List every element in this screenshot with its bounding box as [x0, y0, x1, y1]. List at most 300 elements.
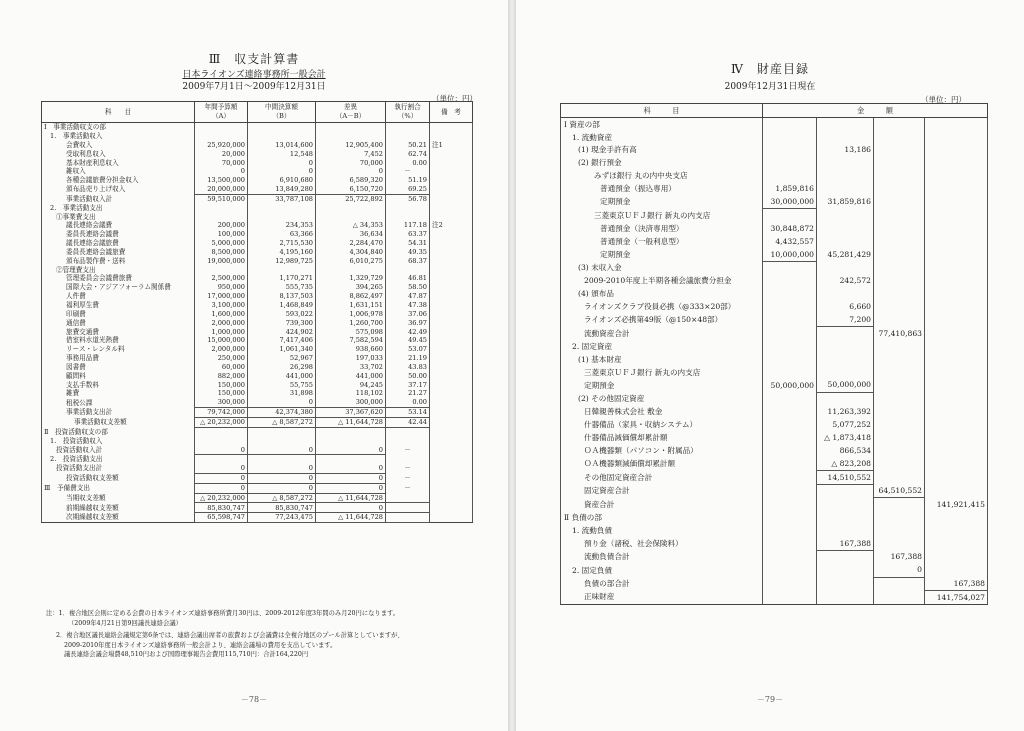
difference-value: 4,304,840: [316, 248, 386, 257]
item-amount: [817, 484, 874, 497]
table-row: [561, 484, 988, 497]
ratio-value: 54.31: [386, 239, 430, 248]
table-row: [42, 176, 473, 185]
interim-value: 42,374,380: [248, 408, 316, 418]
budget-value: [195, 212, 248, 221]
row-label: ＯＡ機器類減価償却累計額: [561, 457, 763, 470]
row-label: 2. 固定負債: [561, 564, 763, 577]
row-label: 通信費: [42, 319, 195, 328]
right-unit: （単位：円）: [921, 95, 966, 104]
table-row: [42, 363, 473, 372]
total-amount: 167,388: [925, 577, 988, 590]
subtotal-amount: [874, 591, 925, 605]
interim-value: 8,137,503: [248, 292, 316, 301]
row-label: 委員長連絡会議旅費: [42, 248, 195, 257]
table-row: [42, 123, 473, 132]
row-label: 受取利息収入: [42, 150, 195, 159]
detail-amount: [763, 288, 817, 301]
difference-value: 1,329,729: [316, 274, 386, 283]
difference-value: 197,033: [316, 354, 386, 363]
budget-value: 85,830,747: [195, 503, 248, 513]
interim-value: 13,014,600: [248, 141, 316, 150]
table-row: [561, 392, 988, 405]
row-label: 次期繰越収支差額: [42, 513, 195, 523]
interim-value: 85,830,747: [248, 503, 316, 513]
ratio-value: 43.83: [386, 363, 430, 372]
row-label: Ⅱ 負債の部: [561, 511, 763, 524]
budget-value: 2,500,000: [195, 274, 248, 283]
ratio-value: 49.45: [386, 336, 430, 345]
table-row: [42, 257, 473, 266]
difference-value: 0: [316, 473, 386, 483]
subtotal-amount: [874, 406, 925, 419]
table-row: [561, 444, 988, 457]
budget-value: 200,000: [195, 221, 248, 230]
budget-value: [195, 266, 248, 275]
subtotal-amount: [874, 235, 925, 248]
interim-value: 7,417,406: [248, 336, 316, 345]
total-amount: [925, 222, 988, 235]
ratio-value: 63.37: [386, 230, 430, 239]
interim-value: 31,898: [248, 389, 316, 398]
ratio-value: 0.00: [386, 398, 430, 407]
header-ratio: 執行割合 （%）: [386, 102, 430, 123]
budget-value: 0: [195, 445, 248, 454]
budget-value: 1,000,000: [195, 327, 248, 336]
ratio-value: 56.78: [386, 194, 430, 203]
difference-value: △ 11,644,728: [316, 493, 386, 503]
subtotal-amount: [874, 340, 925, 353]
interim-value: [248, 123, 316, 132]
interim-value: 4,195,160: [248, 248, 316, 257]
interim-value: 12,548: [248, 150, 316, 159]
header-difference: 差異 （A－B）: [316, 102, 386, 123]
interim-value: [248, 212, 316, 221]
budget-value: 20,000: [195, 150, 248, 159]
footnote-1-source: （2009年4月21日第9回議長連絡会議）: [68, 619, 182, 627]
ratio-value: －: [386, 167, 430, 176]
row-label: 事業活動支出計: [42, 408, 195, 418]
detail-amount: [763, 431, 817, 444]
subtotal-amount: [874, 577, 925, 590]
left-page: [0, 0, 508, 731]
total-amount: [925, 313, 988, 326]
ratio-value: 53.14: [386, 408, 430, 418]
remark-value: [430, 513, 473, 523]
budget-value: 5,000,000: [195, 239, 248, 248]
table-row: [561, 235, 988, 248]
difference-value: 0: [316, 464, 386, 473]
detail-amount: [763, 524, 817, 537]
footnotes: [46, 609, 486, 660]
difference-value: 0: [316, 503, 386, 513]
table-row: [42, 389, 473, 398]
detail-amount: [763, 275, 817, 288]
total-amount: [925, 182, 988, 195]
item-amount: [817, 209, 874, 222]
interim-value: △ 8,587,272: [248, 493, 316, 503]
remark-value: [430, 473, 473, 483]
interim-value: 77,243,475: [248, 513, 316, 523]
table-row: [42, 310, 473, 319]
table-row: [561, 288, 988, 301]
total-amount: [925, 288, 988, 301]
interim-value: 0: [248, 464, 316, 473]
difference-value: [316, 132, 386, 141]
budget-value: 3,100,000: [195, 301, 248, 310]
difference-value: 575,098: [316, 327, 386, 336]
item-amount: 7,200: [817, 313, 874, 326]
subtotal-amount: [874, 537, 925, 550]
budget-value: 15,000,000: [195, 336, 248, 345]
difference-value: 8,862,497: [316, 292, 386, 301]
difference-value: 12,905,400: [316, 141, 386, 150]
row-label: 会費収入: [42, 141, 195, 150]
interim-value: 593,022: [248, 310, 316, 319]
row-label: 当期収支差額: [42, 493, 195, 503]
detail-amount: 30,000,000: [763, 195, 817, 208]
detail-amount: [763, 471, 817, 485]
interim-value: 6,910,680: [248, 176, 316, 185]
subtotal-amount: [874, 261, 925, 274]
row-label: ①事業費支出: [42, 212, 195, 221]
row-label: 什器備品減価償却累計額: [561, 431, 763, 444]
table-row: [42, 266, 473, 275]
table-row: [561, 209, 988, 222]
table-row: [561, 564, 988, 577]
row-label: ライオンズクラブ役員必携（@333×20部）: [561, 300, 763, 313]
remark-value: [430, 283, 473, 292]
subtotal-amount: [874, 144, 925, 157]
row-label: (1) 基本財産: [561, 353, 763, 366]
row-label: 普通預金（一般利息型）: [561, 235, 763, 248]
budget-value: 70,000: [195, 158, 248, 167]
row-label: 預り金（諸税、社会保険料）: [561, 537, 763, 550]
row-label: 雑費: [42, 389, 195, 398]
ratio-value: 0.00: [386, 158, 430, 167]
row-label: 定期預金: [561, 248, 763, 261]
total-amount: [925, 170, 988, 183]
item-amount: [817, 577, 874, 590]
detail-amount: [763, 550, 817, 563]
budget-value: 882,000: [195, 372, 248, 381]
ratio-value: 37.17: [386, 380, 430, 389]
total-amount: [925, 550, 988, 563]
budget-value: 150,000: [195, 389, 248, 398]
row-label: Ⅲ 予備費支出: [42, 483, 195, 493]
row-label: 流動負債合計: [561, 550, 763, 563]
ratio-value: 46.81: [386, 274, 430, 283]
subtotal-amount: [874, 511, 925, 524]
total-amount: [925, 524, 988, 537]
difference-value: 1,260,700: [316, 319, 386, 328]
ratio-value: －: [386, 483, 430, 493]
item-amount: [817, 340, 874, 353]
budget-value: [195, 437, 248, 446]
table-row: [42, 398, 473, 407]
interim-value: 0: [248, 158, 316, 167]
item-amount: 13,186: [817, 144, 874, 157]
row-label: 日韓親善株式会社 敷金: [561, 406, 763, 419]
difference-value: 441,000: [316, 372, 386, 381]
item-amount: 31,859,816: [817, 195, 874, 208]
row-label: 国際大会・アジアフォーラム関係費: [42, 283, 195, 292]
total-amount: [925, 300, 988, 313]
difference-value: 394,265: [316, 283, 386, 292]
detail-amount: [763, 327, 817, 340]
item-amount: [817, 222, 874, 235]
interim-value: 0: [248, 483, 316, 493]
row-label: 旅費交通費: [42, 327, 195, 336]
difference-value: 7,452: [316, 150, 386, 159]
row-label: 前期繰越収支差額: [42, 503, 195, 513]
difference-value: [316, 212, 386, 221]
remark-value: [430, 363, 473, 372]
total-amount: [925, 327, 988, 340]
detail-amount: [763, 406, 817, 419]
budget-value: 250,000: [195, 354, 248, 363]
ratio-value: [386, 493, 430, 503]
detail-amount: [763, 157, 817, 170]
table-row: [42, 513, 473, 523]
remark-value: [430, 354, 473, 363]
item-amount: △ 1,873,418: [817, 431, 874, 444]
difference-value: 37,367,620: [316, 408, 386, 418]
budget-value: 60,000: [195, 363, 248, 372]
difference-value: 33,702: [316, 363, 386, 372]
difference-value: 0: [316, 167, 386, 176]
difference-value: 36,634: [316, 230, 386, 239]
row-label: (4) 頒布品: [561, 288, 763, 301]
item-amount: 11,263,392: [817, 406, 874, 419]
total-amount: [925, 457, 988, 470]
table-row: [42, 417, 473, 427]
table-row: [42, 483, 473, 493]
table-row: [42, 473, 473, 483]
difference-value: 2,284,470: [316, 239, 386, 248]
interim-value: 0: [248, 398, 316, 407]
ratio-value: 58.50: [386, 283, 430, 292]
detail-amount: [763, 564, 817, 577]
interim-value: 234,353: [248, 221, 316, 230]
difference-value: [316, 455, 386, 464]
row-label: 投資活動支出計: [42, 464, 195, 473]
row-label: 議長連絡会議旅費: [42, 239, 195, 248]
total-amount: [925, 261, 988, 274]
table-row: [42, 141, 473, 150]
budget-value: 0: [195, 483, 248, 493]
ratio-value: [386, 503, 430, 513]
remark-value: [430, 301, 473, 310]
row-label: ②管理費支出: [42, 266, 195, 275]
remark-value: [430, 319, 473, 328]
ratio-value: 37.06: [386, 310, 430, 319]
total-amount: [925, 366, 988, 379]
detail-amount: [763, 498, 817, 511]
report-period: 2009年7月1日～2009年12月31日: [182, 82, 326, 92]
remark-value: [430, 380, 473, 389]
ratio-value: 49.35: [386, 248, 430, 257]
remark-value: [430, 204, 473, 213]
table-row: [42, 185, 473, 194]
total-amount: [925, 564, 988, 577]
table-row: [42, 372, 473, 381]
budget-value: 17,000,000: [195, 292, 248, 301]
table-row: [561, 431, 988, 444]
detail-amount: 50,000,000: [763, 379, 817, 392]
left-page-number: －78－: [240, 695, 268, 704]
budget-value: 0: [195, 464, 248, 473]
total-amount: [925, 275, 988, 288]
total-amount: [925, 392, 988, 405]
detail-amount: [763, 170, 817, 183]
row-label: リース・レンタル料: [42, 345, 195, 354]
difference-value: [316, 266, 386, 275]
budget-value: 79,742,000: [195, 408, 248, 418]
detail-amount: [763, 131, 817, 144]
budget-value: [195, 455, 248, 464]
remark-value: [430, 310, 473, 319]
item-amount: [817, 353, 874, 366]
interim-value: 52,967: [248, 354, 316, 363]
subtotal-amount: 64,510,552: [874, 484, 925, 497]
interim-value: 739,300: [248, 319, 316, 328]
table-row: [561, 248, 988, 261]
table-row: [42, 221, 473, 230]
row-label: 2. 事業活動支出: [42, 204, 195, 213]
remark-value: [430, 132, 473, 141]
budget-value: [195, 427, 248, 436]
row-label: 定期預金: [561, 379, 763, 392]
detail-amount: [763, 591, 817, 605]
interim-value: △ 8,587,272: [248, 417, 316, 427]
budget-value: 20,000,000: [195, 185, 248, 194]
subtotal-amount: [874, 157, 925, 170]
remark-value: [430, 455, 473, 464]
row-label: 正味財産: [561, 591, 763, 605]
table-row: [561, 118, 988, 131]
difference-value: 7,582,594: [316, 336, 386, 345]
subtotal-amount: [874, 498, 925, 511]
budget-value: 150,000: [195, 380, 248, 389]
interim-value: 12,989,725: [248, 257, 316, 266]
total-amount: [925, 235, 988, 248]
table-row: [42, 292, 473, 301]
detail-amount: [763, 537, 817, 550]
table-row: [42, 464, 473, 473]
item-amount: [817, 327, 874, 340]
ratio-value: 69.25: [386, 185, 430, 194]
difference-value: 118,102: [316, 389, 386, 398]
total-amount: [925, 406, 988, 419]
budget-value: [195, 204, 248, 213]
detail-amount: [763, 457, 817, 470]
difference-value: 938,660: [316, 345, 386, 354]
interim-value: [248, 132, 316, 141]
interim-value: 441,000: [248, 372, 316, 381]
interim-value: 1,468,849: [248, 301, 316, 310]
subtotal-amount: [874, 209, 925, 222]
table-row: [561, 222, 988, 235]
total-amount: [925, 537, 988, 550]
interim-value: [248, 437, 316, 446]
detail-amount: 30,848,872: [763, 222, 817, 235]
item-amount: [817, 511, 874, 524]
left-title: Ⅲ 収支計算書: [208, 52, 300, 66]
budget-value: 13,500,000: [195, 176, 248, 185]
total-amount: [925, 471, 988, 485]
remark-value: [430, 150, 473, 159]
subtotal-amount: [874, 118, 925, 131]
detail-amount: 4,432,557: [763, 235, 817, 248]
row-label: 事務用品費: [42, 354, 195, 363]
interim-value: 0: [248, 167, 316, 176]
row-label: 三菱東京ＵＦＪ銀行 新丸の内支店: [561, 366, 763, 379]
table-row: [42, 380, 473, 389]
difference-value: 0: [316, 445, 386, 454]
ratio-value: 53.07: [386, 345, 430, 354]
table-row: [42, 239, 473, 248]
row-label: 2009-2010年度上半期各種会議旅費分担金: [561, 275, 763, 288]
remark-value: [430, 327, 473, 336]
subtotal-amount: [874, 275, 925, 288]
ratio-value: 47.38: [386, 301, 430, 310]
difference-value: [316, 427, 386, 436]
budget-value: 0: [195, 473, 248, 483]
ratio-value: 50.21: [386, 141, 430, 150]
difference-value: △ 11,644,728: [316, 513, 386, 523]
detail-amount: [763, 300, 817, 313]
subtotal-amount: [874, 248, 925, 261]
ratio-value: 42.49: [386, 327, 430, 336]
detail-amount: [763, 144, 817, 157]
row-label: みずほ銀行 丸の内中央支店: [561, 170, 763, 183]
budget-value: 19,000,000: [195, 257, 248, 266]
remark-value: [430, 185, 473, 194]
ratio-value: －: [386, 464, 430, 473]
row-label: 1. 投資活動収入: [42, 437, 195, 446]
detail-amount: 10,000,000: [763, 248, 817, 261]
table-row: [561, 170, 988, 183]
subtotal-amount: [874, 366, 925, 379]
interim-value: 1,061,340: [248, 345, 316, 354]
total-amount: [925, 418, 988, 431]
ratio-value: －: [386, 445, 430, 454]
interim-value: [248, 266, 316, 275]
subtotal-amount: [874, 288, 925, 301]
table-row: [42, 493, 473, 503]
table-row: [561, 511, 988, 524]
table-row: [561, 418, 988, 431]
remark-value: [430, 176, 473, 185]
remark-value: [430, 167, 473, 176]
row-label: (2) その他固定資産: [561, 392, 763, 405]
table-row: [561, 537, 988, 550]
remark-value: [430, 158, 473, 167]
remark-value: [430, 389, 473, 398]
budget-value: 100,000: [195, 230, 248, 239]
item-amount: 242,572: [817, 275, 874, 288]
table-row: [561, 261, 988, 274]
item-amount: [817, 182, 874, 195]
interim-value: 2,715,530: [248, 239, 316, 248]
total-amount: [925, 209, 988, 222]
ratio-value: －: [386, 473, 430, 483]
subtotal-amount: [874, 313, 925, 326]
row-label: 普通預金（振込専用）: [561, 182, 763, 195]
row-label: ＯＡ機器類（パソコン・附属品）: [561, 444, 763, 457]
table-row: [561, 340, 988, 353]
